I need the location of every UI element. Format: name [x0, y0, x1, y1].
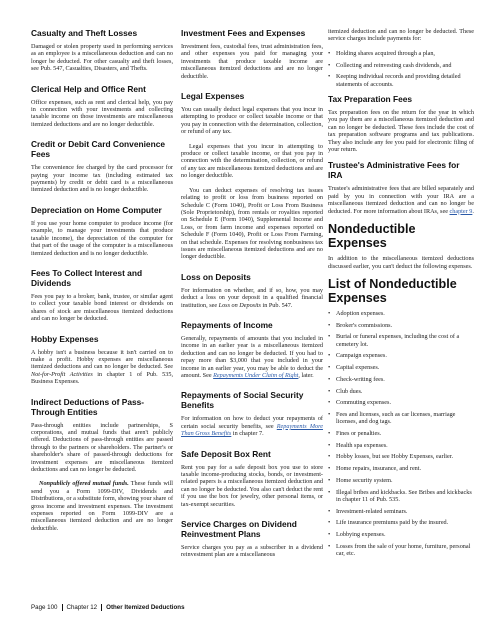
safe-text: Rent you pay for a safe deposit box you use to store taxable income-producing stocks, bonds, or investment-related papers is a miscellaneous itemized deduction and can no longer be deducted. You also can't deduct the rent if you use the box for jewelry, other personal items, or tax-exempt securities. — [181, 463, 323, 508]
investment-text: Investment fees, custodial fees, trust administration fees, and other expenses you paid for managing your investments that produce taxable income are miscellaneous itemized deductions and are no longer deductible. — [181, 43, 323, 80]
list-item: • Commuting expenses. — [328, 399, 474, 406]
taxprep-text: Tax preparation fees on the return for the year in which you pay them are a miscellaneous itemized deduction and can no longer be deducted. These fees include the cost of tax preparation software programs and tax publications. They also include any fee you paid for electronic filing of your return. — [328, 109, 474, 154]
page-number: Page 100 — [31, 604, 58, 612]
trustee-heading: Trustee's Administrative Fees for IRA — [328, 160, 460, 181]
list-item: • Keeping individual records and providing detailed statements of accounts. — [328, 73, 474, 88]
column-2 — [181, 28, 323, 566]
nondeductible-list — [328, 310, 474, 558]
credit-text: The convenience fee charged by the card processor for paying your income tax (including estimated tax payments) by credit or debit card is a miscellaneous itemized deduction and is no longer deductible. — [31, 164, 173, 194]
taxprep-heading: Tax Preparation Fees — [328, 94, 413, 105]
list-heading: List of Nondeductible Expenses — [328, 276, 457, 305]
clerical-text: Office expenses, such as rent and clerical help, you pay in connection with your investments and collecting taxable income on those investments are miscellaneous itemized deductions and are no longer deductible. — [31, 98, 173, 128]
page-footer — [31, 604, 185, 611]
loss-heading: Loss on Deposits — [181, 271, 251, 282]
nonpublic-text: Nonpublicly offered mutual funds. These funds will send you a Form 1099-DIV, Dividends and Distributions, or a substitute form, showing your share of gross income and investment expenses. The investment expenses reported on Form 1099-DIV are a miscellaneous itemized deduction and are no longer deductible. — [31, 480, 173, 532]
investment-heading: Investment Fees and Expenses — [181, 28, 306, 38]
column-1 — [31, 28, 173, 539]
indirect-heading: Indirect Deductions of Pass-Through Entities — [31, 396, 145, 417]
legal-heading: Legal Expenses — [181, 91, 245, 102]
fees-heading: Fees To Collect Interest and Dividends — [31, 267, 143, 288]
casualty-heading: Casualty and Theft Losses — [31, 28, 138, 38]
nonpublic-label: Nonpublicly offered mutual funds. — [39, 480, 129, 488]
list-item: • Life insurance premiums paid by the insured. — [328, 519, 474, 526]
safe-heading: Safe Deposit Box Rent — [181, 448, 271, 459]
nondeductible-heading: Nondeductible Expenses — [328, 222, 416, 251]
list-item: • Broker's commissions. — [328, 322, 474, 329]
list-item: • Lobbying expenses. — [328, 531, 474, 538]
repay-claim-link[interactable]: Repayments Under Claim of Right — [213, 372, 299, 379]
service-text: Service charges you pay as a subscriber in a dividend reinvestment plan are a miscellaneous — [181, 544, 323, 559]
chapter-9-link[interactable]: chapter 9 — [449, 207, 473, 215]
list-item: • Holding shares acquired through a plan, — [328, 50, 474, 57]
list-item: • Investment-related seminars. — [328, 508, 474, 515]
service-heading: Service Charges on Dividend Reinvestment Plans — [181, 519, 297, 540]
list-item: • Check-writing fees. — [328, 376, 474, 383]
list-item: • Losses from the sale of your home, furniture, personal car, etc. — [328, 543, 474, 558]
service-cont-text: itemized deduction and can no longer be deducted. These service charges include payments for: — [328, 28, 474, 43]
list-item: • Home security system. — [328, 477, 474, 484]
fees-text: Fees you pay to a broker, bank, trustee, or similar agent to collect your taxable bond interest or dividends on shares of stock are miscellaneous itemized deductions and can no longer be deducted. — [31, 292, 173, 323]
repayss-heading: Repayments of Social Security Benefits — [181, 390, 304, 411]
list-item: • Campaign expenses. — [328, 352, 474, 359]
hobby-text: A hobby isn't a business because it isn't carried on to make a profit. Hobby expenses are miscellaneous itemized deductions and can no longer be deducted. See Not-for-Profit Activities in chapter 1 of Pub. 535, Business Expenses. — [31, 348, 173, 386]
legal-text-1: You can usually deduct legal expenses that you incur in attempting to produce or collect taxable income or that you pay in connection with the determination, collection, or refund of any tax. — [181, 106, 323, 136]
hobby-ref: Not-for-Profit Activities — [31, 370, 93, 378]
list-item: • Collecting and reinvesting cash dividends, and — [328, 62, 474, 69]
list-item: • Fees and licenses, such as car licenses, marriage licenses, and dog tags. — [328, 411, 474, 426]
list-item: • Hobby losses, but see Hobby Expenses, earlier. — [328, 453, 474, 460]
indirect-text: Pass-through entities include partnerships, S corporations, and mutual funds that aren't publicly offered. Deductions of pass-through entities are passed through to the partners or shareholders. The partner's or shareholder's share of passed-through deductions for investment expenses are miscellaneous itemized deductions and can no longer be deducted. — [31, 421, 173, 473]
nondeductible-text: In addition to the miscellaneous itemized deductions discussed earlier, you can't deduct the following expenses. — [328, 255, 474, 270]
hobby-heading: Hobby Expenses — [31, 333, 99, 344]
depreciation-heading: Depreciation on Home Computer — [31, 204, 162, 215]
chapter-label: Chapter 12 — [66, 604, 98, 612]
casualty-text: Damaged or stolen property used in performing services as an employee is a miscellaneous deduction and can no longer be deducted. For other casualty and theft losses, see Pub. 547, Casualties, Disasters, and Thefts. — [31, 43, 173, 73]
list-item: • Burial or funeral expenses, including the cost of a cemetery lot. — [328, 333, 474, 348]
list-item: • Capital expenses. — [328, 364, 474, 371]
repayss-text: For information on how to deduct your repayments of certain social security benefits, see Repayments More Than Gross Benefits in chapter 7. — [181, 415, 323, 438]
loss-ref: Loss on Deposits — [218, 301, 261, 309]
list-item: • Health spa expenses. — [328, 442, 474, 449]
list-item: • Home repairs, insurance, and rent. — [328, 465, 474, 472]
repayss-link[interactable]: Repayments More Than Gross Benefits — [181, 422, 323, 438]
list-item: • Adoption expenses. — [328, 310, 474, 317]
loss-text: For information on whether, and if so, how, you may deduct a loss on your deposit in a qualified financial institution, see Loss on Deposits in Pub. 547. — [181, 286, 323, 309]
repay-text: Generally, repayments of amounts that you included in income in an earlier year is a miscellaneous itemized deduction and can no longer be deducted. If you had to repay more than $3,000 that you included in your income in an earlier year, you may be able to deduct the amount. See Repayments Under Claim of Right, later. — [181, 334, 323, 379]
service-charges-list — [328, 50, 474, 88]
list-item: • Club dues. — [328, 388, 474, 395]
legal-text-3: You can deduct expenses of resolving tax issues relating to profit or loss from business reported on Schedule C (Form 1040), Profit or Loss From Business (Sole Proprietorship), from rentals or royalties reported on Schedule E (Form 1040), Supplemental Income and Loss, or from farm income and expenses reported on Schedule F (Form 1040), Profit or Loss From Farming, on that schedule. Expenses for resolving nonbusiness tax issues are miscellaneous itemized deductions and are no longer deductible. — [181, 186, 323, 261]
list-item: • Illegal bribes and kickbacks. See Bribes and kickbacks in chapter 11 of Pub. 535. — [328, 489, 474, 504]
column-3 — [328, 28, 474, 564]
clerical-heading: Clerical Help and Office Rent — [31, 83, 146, 94]
legal-text-2: Legal expenses that you incur in attempting to produce or collect taxable income, or that you pay in connection with the determination, collection, or refund of any tax are miscellaneous itemized deductions and are no longer deductible. — [181, 142, 323, 180]
repay-heading: Repayments of Income — [181, 319, 273, 330]
credit-heading: Credit or Debit Card Convenience Fees — [31, 139, 166, 160]
depreciation-text: If you use your home computer to produce income (for example, to manage your investments that produce taxable income), the depreciation of the computer for that part of the usage of the computer is a miscellaneous itemized deduction and is no longer deductible. — [31, 219, 173, 257]
list-item: • Fines or penalties. — [328, 430, 474, 437]
chapter-title: Other Itemized Deductions — [106, 604, 185, 612]
trustee-text: Trustee's administrative fees that are billed separately and paid by you in connection with your IRA are a miscellaneous itemized deduction and can no longer be deducted. For more information about IRAs, see chapter 9. — [328, 185, 474, 215]
